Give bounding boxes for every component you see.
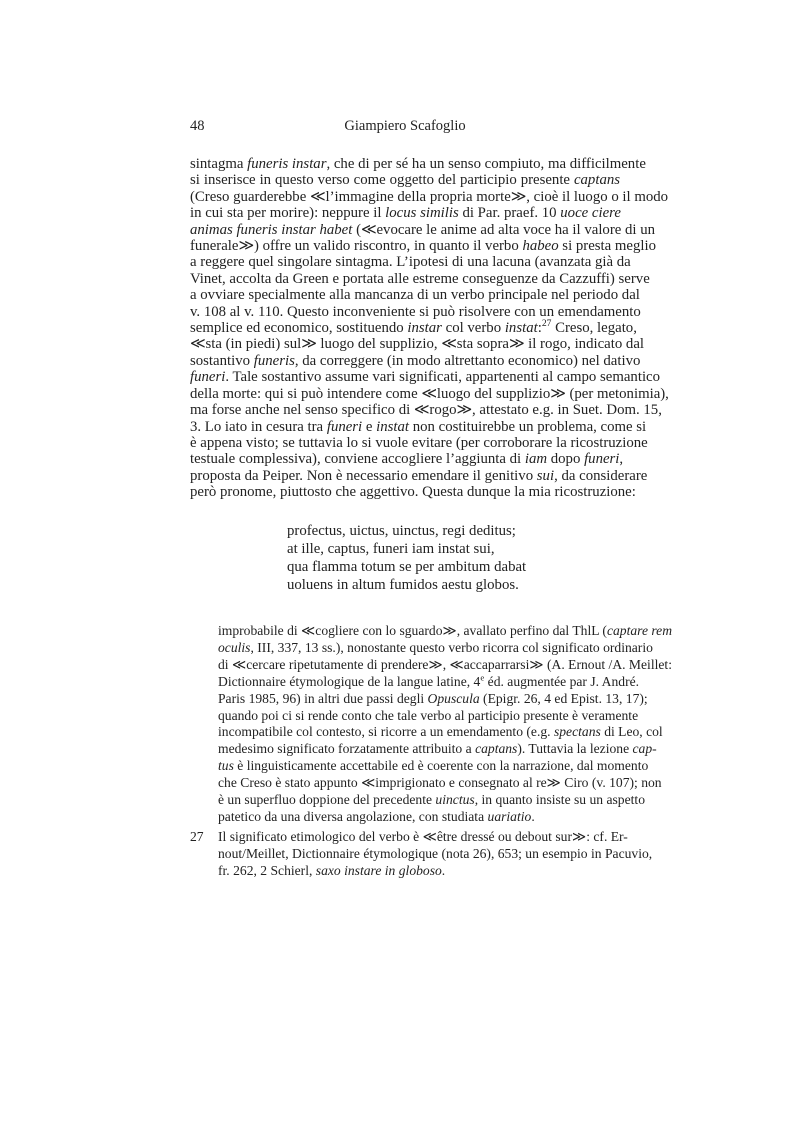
italic-text: captans [573,172,620,189]
text-line [218,639,653,657]
text-run: improbabile di ≪cogliere con lo sguardo≫, avallato perfino dal ThlL ( [218,623,607,638]
text-run: , in quanto insiste su un aspetto [474,792,645,808]
verse-quotation [287,522,526,594]
footnote-27 [190,829,653,880]
text-line [190,352,641,369]
text-run: patetico da una diversa angolazione, con studiata [218,808,488,824]
text-run: 3. Lo iato in cesura tra [190,418,327,435]
text-line [190,402,662,419]
text-line [218,623,673,640]
italic-text: animas funeris instar habet [190,221,353,238]
footnote-number: 27 [190,829,204,844]
text-run: v. 108 al v. 110. Questo inconveniente si può risolvere con un emendamento [190,303,641,320]
text-run: testuale complessiva), conviene accogliere l’aggiunta di [190,451,525,468]
text-run: fr. 262, 2 Schierl, [218,862,316,878]
text-line [190,188,669,205]
text-run: di Par. praef. 10 [458,205,561,222]
text-run: si presta meglio [558,238,657,255]
text-run: della morte: qui si può intendere come ≪luogo del supplizio≫ (per metonimia), [190,385,669,402]
italic-text: locus similis [385,205,459,222]
italic-text: sui [536,467,555,484]
text-run: . Tale sostantivo assume vari significati, appartenenti al campo semantico [225,369,661,386]
italic-text: captans [475,741,518,757]
superscript: 27 [541,318,552,330]
italic-text: instat [376,418,410,435]
text-line [218,758,649,775]
text-run: è un superfluo doppione del precedente [218,792,436,808]
text-run: nout/Meillet, Dictionnaire étymologique (nota 26), 653; un esempio in Pacuvio, [218,845,653,861]
italic-text: oculis [218,639,251,655]
text-line [218,741,657,758]
verse-line: uoluens in altum fumidos aestu globos. [287,577,519,593]
text-run: sintagma [190,156,248,172]
text-run: funerale≫) offre un valido riscontro, in quanto il verbo [190,238,523,255]
italic-text: instar [407,320,442,337]
text-run: in cui sta per morire): neppure il [190,205,386,222]
text-line [190,287,640,304]
footnote-continued [218,623,673,826]
text-run: . [441,862,446,878]
text-run: , [619,451,624,468]
text-run: , da considerare [554,467,648,484]
italic-text: funeri [190,369,226,386]
text-run: è appena visto; se tuttavia lo si vuole evitare (per corroborare la ricostruzione [190,434,648,451]
text-run: , III, 337, 13 ss.), nonostante questo verbo ricorra col significato ordinario [250,639,653,655]
italic-text: funeri [584,451,620,468]
text-run: Dictionnaire étymologique de la langue latine, 4 [218,673,481,689]
italic-text: captare rem [606,623,673,638]
text-run: di ≪cercare ripetutamente di prendere≫, ≪accaparrarsi≫ (A. Ernout /A. Meillet: [218,656,672,672]
text-line [190,238,657,255]
text-run: si inserisce in questo verso come oggetto del participio presente [190,172,574,189]
text-line [190,369,661,386]
text-run: Creso, legato, [551,320,637,337]
text-line [190,467,648,484]
text-line [218,863,620,880]
text-run: medesimo significato forzatamente attribuito a [218,741,476,757]
text-run: incompatibile col contesto, si ricorre a un emendamento (e.g. [218,724,554,740]
text-run: che Creso è stato appunto ≪imprigionato e consegnato al re≫ Ciro (v. 107); non [218,775,662,791]
main-paragraph [190,156,669,501]
text-run: , che di per sé ha un senso compiuto, ma difficilmente [326,156,646,172]
text-run: Paris 1985, 96) in altri due passi degli [218,690,428,706]
superscript: e [480,672,485,683]
text-run: (≪evocare le anime ad alta voce ha il valore di un [352,221,656,238]
text-run: dopo [547,451,585,468]
text-run: . [531,808,535,824]
text-run: quando poi ci si rende conto che tale verbo al participio presente è veramente [218,707,639,723]
text-run: però pronome, piuttosto che aggettivo. Questa dunque la mia ricostruzione: [190,484,636,501]
italic-text: saxo instare in globoso [315,862,442,878]
text-run: , da correggere (in modo altrettanto economico) nel dativo [294,352,641,369]
verse-line: qua flamma totum se per ambitum dabat [287,559,527,575]
text-run: a ovviare specialmente alla mancanza di un verbo principale nel periodo dal [190,287,640,304]
text-run: e [362,418,377,435]
text-line [190,434,648,451]
text-line [190,418,647,435]
text-run: Vinet, accolta da Green e portata alle estreme conseguenze da Cazzuffi) serve [190,270,650,287]
italic-text: funeri [326,418,363,435]
verse-line: at ille, captus, funeri iam instat sui, [287,541,495,557]
text-run: a reggere quel singolare sintagma. L’ipotesi di una lacuna (avanzata già da [190,254,631,271]
text-line [190,303,641,320]
italic-text: uinctus [435,792,475,808]
italic-text: cap- [632,741,657,757]
page-number: 48 [190,118,205,134]
text-line [218,845,653,863]
text-line [190,172,620,188]
text-run: ≪sta (in piedi) sul≫ luogo del supplizio, ≪sta sopra≫ il rogo, indicato dal [190,336,645,353]
italic-text: uariatio [487,808,532,824]
text-line [218,672,640,691]
italic-text: funeris instar [247,156,327,172]
text-run: Il significato etimologico del verbo è ≪être dressé ou debout sur≫: cf. Er- [218,829,628,844]
italic-text: instat [504,320,538,337]
text-line [190,221,656,238]
footnote-27-text [218,829,653,880]
italic-text: uoce ciere [560,205,621,222]
italic-text: tus [218,758,234,774]
text-line [190,205,620,221]
text-line [218,724,663,741]
text-run: di Leo, col [600,724,663,740]
text-line [190,156,646,172]
text-run: col verbo [441,320,505,337]
italic-text: spectans [553,724,601,740]
italic-text: iam [524,451,548,468]
text-line [190,254,631,271]
verse-line: profectus, uictus, uinctus, regi deditus; [287,523,516,539]
text-line [218,690,648,708]
italic-text: habeo [522,238,559,255]
text-line [190,451,624,468]
text-run: è linguisticamente accettabile ed è coerente con la narrazione, dal momento [233,758,649,774]
italic-text: funeris [253,352,295,369]
italic-text: Opuscula [427,690,480,706]
text-line [218,829,628,846]
text-run: ). Tuttavia la lezione [517,741,633,757]
text-line [218,707,639,725]
text-run: : [537,320,542,337]
text-run: sostantivo [190,352,254,369]
text-line [190,318,637,337]
text-line [190,484,636,501]
text-run: (Epigr. 26, 4 ed Epist. 13, 17); [479,690,648,706]
text-line [218,656,672,674]
text-run: ma forse anche nel senso specifico di ≪rogo≫, attestato e.g. in Suet. Dom. 15, [190,402,662,419]
text-line [190,385,669,402]
running-header-author: Giampiero Scafoglio [344,118,466,134]
text-line [190,336,645,353]
text-line [218,809,620,826]
text-run: (Creso guarderebbe ≪l’immagine della propria morte≫, cioè il luogo o il modo [190,188,669,205]
text-run: proposta da Peiper. Non è necessario emendare il genitivo [190,467,537,484]
text-line [218,792,645,809]
text-run: éd. augmentée par J. André. [484,673,640,689]
text-run: non costituirebbe un problema, come si [409,418,647,435]
text-line [218,775,662,792]
text-line [190,270,650,287]
text-run: semplice ed economico, sostituendo [190,320,408,337]
